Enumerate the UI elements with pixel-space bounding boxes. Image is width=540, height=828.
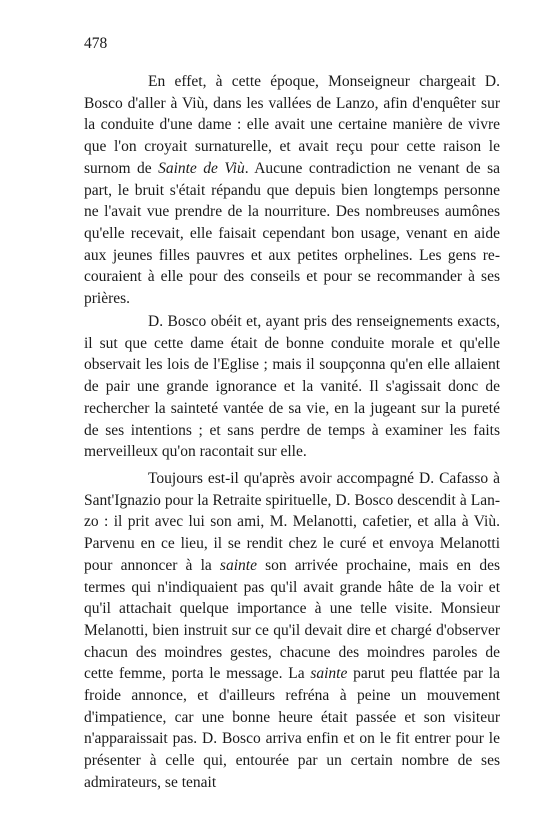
paragraph-3-italic-sainte-1: sainte bbox=[219, 556, 257, 574]
paragraph-2 bbox=[84, 311, 500, 463]
paragraph-1-text-a: En effet, à cette époque, Monseigneur chargeait D. Bosco d'aller à Viù, dans les vallées de Lanzo, afin d'enquêter sur la conduite d'une dame : elle avait une certaine manière de vivre que l'on croyait surnaturelle, et avait reçu pour cette raison le surnom de bbox=[84, 73, 500, 177]
paragraph-3-text-a: Toujours est-il qu'après avoir accompagné D. Cafasso à Sant'Ignazio pour la Retraite spirituelle, D. Bosco descendit à Lanzo : il prit avec lui son ami, M. Melanotti, cafetier, et alla à Viù. Parvenu en ce lieu, il se rendit chez le curé et envoya Melanotti pour annoncer à la bbox=[84, 470, 500, 574]
paragraph-3-text-b: son arrivée prochaine, mais en des termes qui n'indiquaient pas qu'il avait grande hâte de la voir et qu'il attachait quelque importance à une telle visite. Monsieur Melanotti, bien instruit sur ce qu'il devait dire et chargé d'observer chacun des moindres gestes, chacune des moindres paroles de cette femme, porta le message. La bbox=[84, 556, 500, 683]
paragraph-1 bbox=[84, 71, 500, 310]
paragraph-1-italic-sainte-de-viu: Sainte de Viù bbox=[158, 159, 245, 177]
paragraph-2-text: D. Bosco obéit et, ayant pris des renseignements exacts, il sut que cette dame était de bonne conduite morale et qu'elle observait les lois de l'Eglise ; mais il soupçonna qu'en elle allaient de pair une grande ignorance et la vanité. Il s'agissait donc de rechercher la sainteté vantée de sa vie, en la jugeant sur la pureté de ses intentions ; et sans perdre de temps à examiner les faits merveilleux qu'on racontait sur elle. bbox=[84, 313, 500, 461]
paragraph-3-text-c: parut peu flattée par la froide annonce, et d'ailleurs refréna à peine un mouvement d'impatience, car une bonne heure était passée et son visiteur n'apparaissait pas. D. Bosco arriva enfin et on le fit entrer pour le présenter à celle qui, entourée par un certain nombre de ses admirateurs, se tenait bbox=[84, 665, 500, 791]
page-number: 478 bbox=[84, 35, 108, 52]
paragraph-3 bbox=[84, 468, 500, 794]
paragraph-3-italic-sainte-2: sainte bbox=[310, 665, 348, 683]
paragraph-1-text-b: . Aucune contradiction ne venant de sa part, le bruit s'était répandu que depuis bien longtemps personne ne l'avait vue prendre de la nourriture. Des nombreuses aumônes qu'elle recevait, elle faisait cependant bon usage, venant en aide aux jeunes filles pauvres et aux petites orphelines. Les gens recouraient à elle pour des conseils et pour se recommander à ses prières. bbox=[84, 159, 500, 308]
